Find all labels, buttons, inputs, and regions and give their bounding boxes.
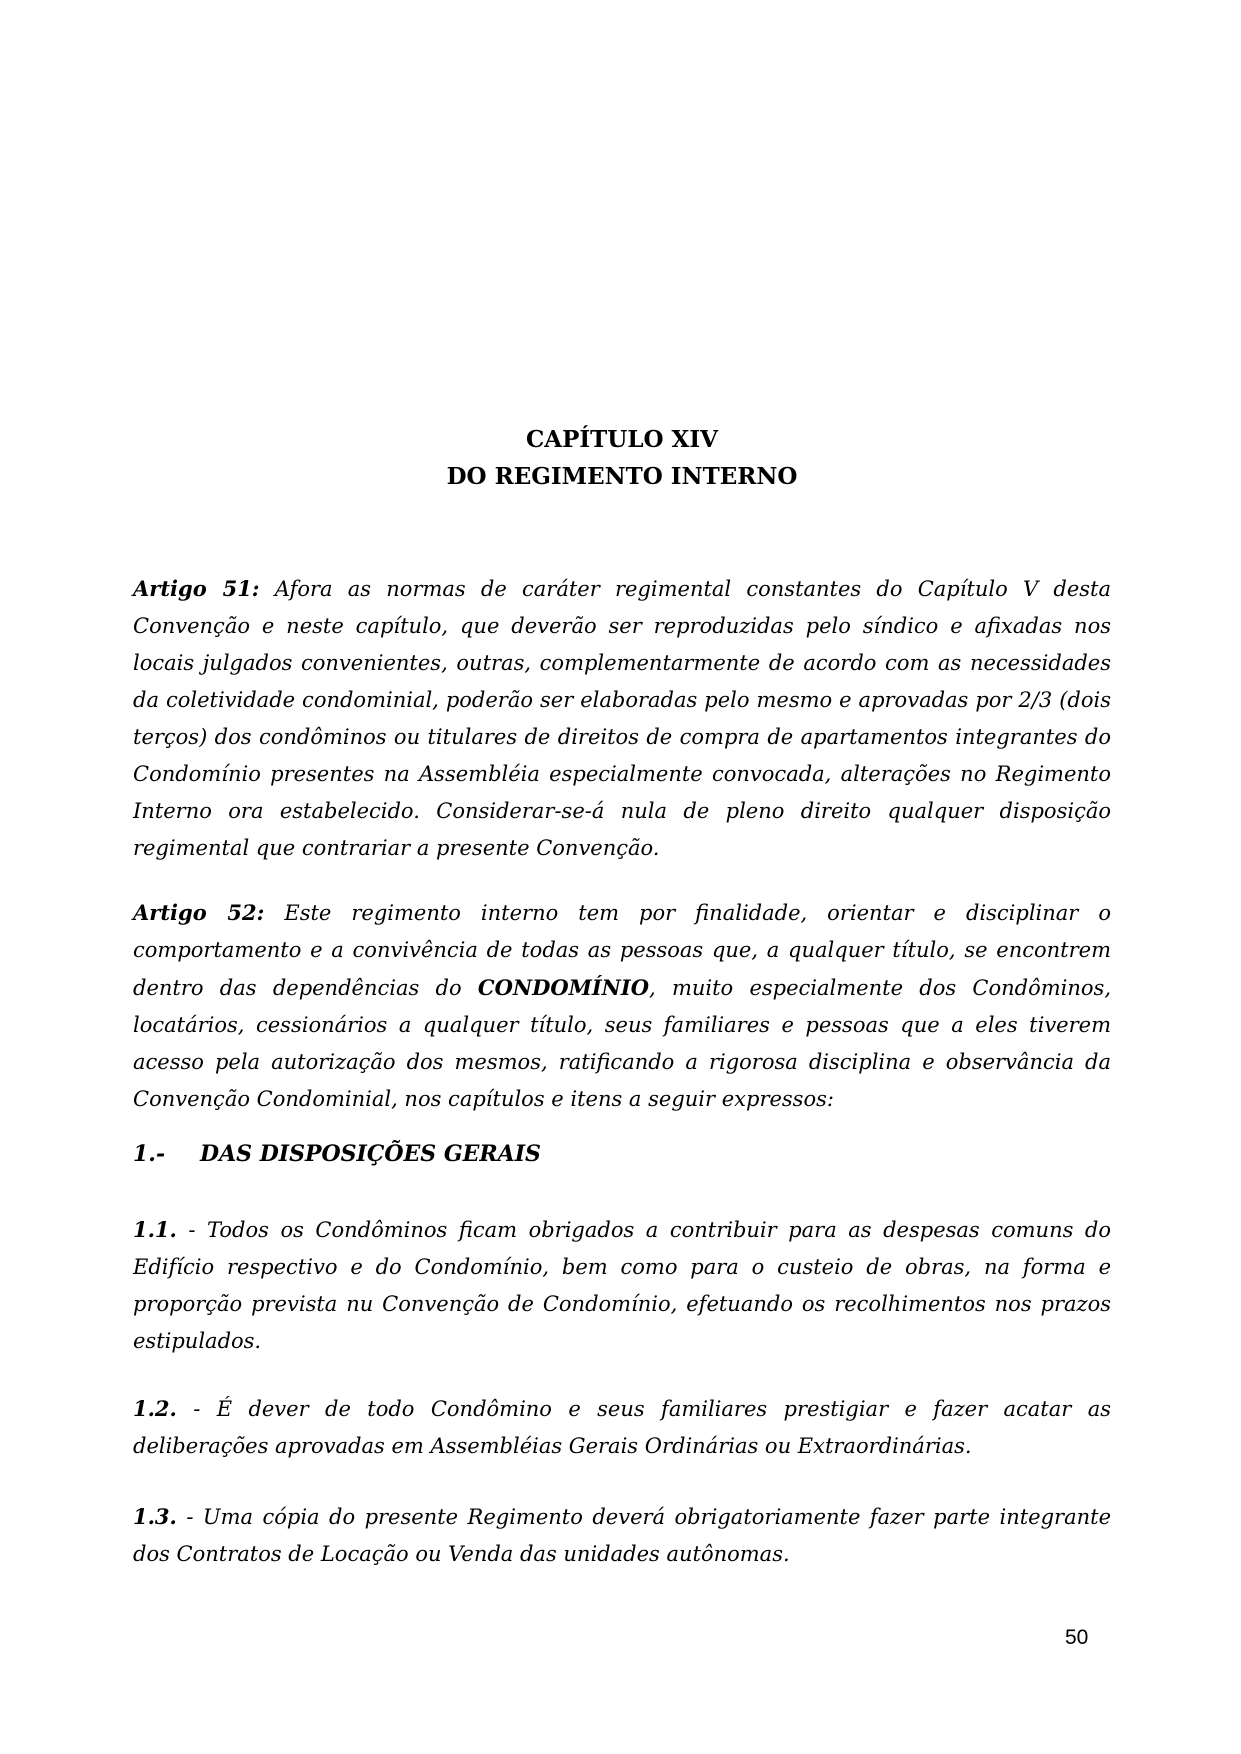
item-1-3-number: 1.3. (133, 1504, 177, 1529)
article-52-paragraph (133, 894, 1111, 1118)
chapter-heading (133, 421, 1111, 495)
chapter-title: DO REGIMENTO INTERNO (446, 463, 798, 490)
item-1-3-paragraph (133, 1498, 1111, 1573)
section-1-heading (133, 1136, 1111, 1173)
article-52-label: Artigo 52: (133, 900, 265, 925)
article-52-text-after: , muito especialmente dos Condôminos, locatários, cessionários a qualquer título, seus familiares e pessoas que a eles tiverem acesso pela autorização dos mesmos, ratificando a rigorosa disciplina e observância da Convenção Condominial, nos capítulos e itens a seguir expressos: (133, 976, 1111, 1111)
article-52-emphasis: CONDOMÍNIO (477, 975, 649, 1000)
item-1-1-number: 1.1. (133, 1217, 177, 1242)
item-1-1-paragraph (133, 1211, 1111, 1360)
item-1-1-text: - Todos os Condôminos ficam obrigados a contribuir para as despesas comuns do Edifício respectivo e do Condomínio, bem como para o custeio de obras, na forma e proporção prevista nu Convenção de Condomínio, efetuando os recolhimentos nos prazos estipulados. (133, 1218, 1111, 1353)
article-51-text: Afora as normas de caráter regimental constantes do Capítulo V desta Convenção e neste capítulo, que deverão ser reproduzidas pelo síndico e afixadas nos locais julgados convenientes, outras, complementarmente de acordo com as necessidades da coletividade condominial, poderão ser elaboradas pelo mesmo e aprovadas por 2/3 (dois terços) dos condôminos ou titulares de direitos de compra de apartamentos integrantes do Condomínio presentes na Assembléia especialmente convocada, alterações no Regimento Interno ora estabelecido. Considerar-se-á nula de pleno direito qualquer disposição regimental que contrariar a presente Convenção. (133, 577, 1111, 860)
item-1-2-paragraph (133, 1390, 1111, 1465)
article-51-paragraph (133, 570, 1111, 867)
page-number: 50 (1065, 1626, 1089, 1649)
item-1-3-text: - Uma cópia do presente Regimento deverá obrigatoriamente fazer parte integrante dos Contratos de Locação ou Venda das unidades autônomas. (133, 1505, 1111, 1566)
item-1-2-number: 1.2. (133, 1396, 177, 1421)
article-52-text-before: Este regimento interno tem por finalidade, orientar e disciplinar o comportamento e a convivência de todas as pessoas que, a qualquer título, se encontrem dentro das dependências do (133, 901, 1112, 1000)
item-1-2-text: - É dever de todo Condômino e seus familiares prestigiar e fazer acatar as deliberações aprovadas em Assembléias Gerais Ordinárias ou Extraordinárias. (133, 1397, 1111, 1458)
document-page-content (133, 421, 1111, 1573)
article-51-label: Artigo 51: (133, 576, 260, 601)
section-1-title: DAS DISPOSIÇÕES GERAIS (200, 1141, 541, 1167)
section-1-number: 1.- (133, 1141, 166, 1167)
chapter-number: CAPÍTULO XIV (525, 426, 719, 453)
